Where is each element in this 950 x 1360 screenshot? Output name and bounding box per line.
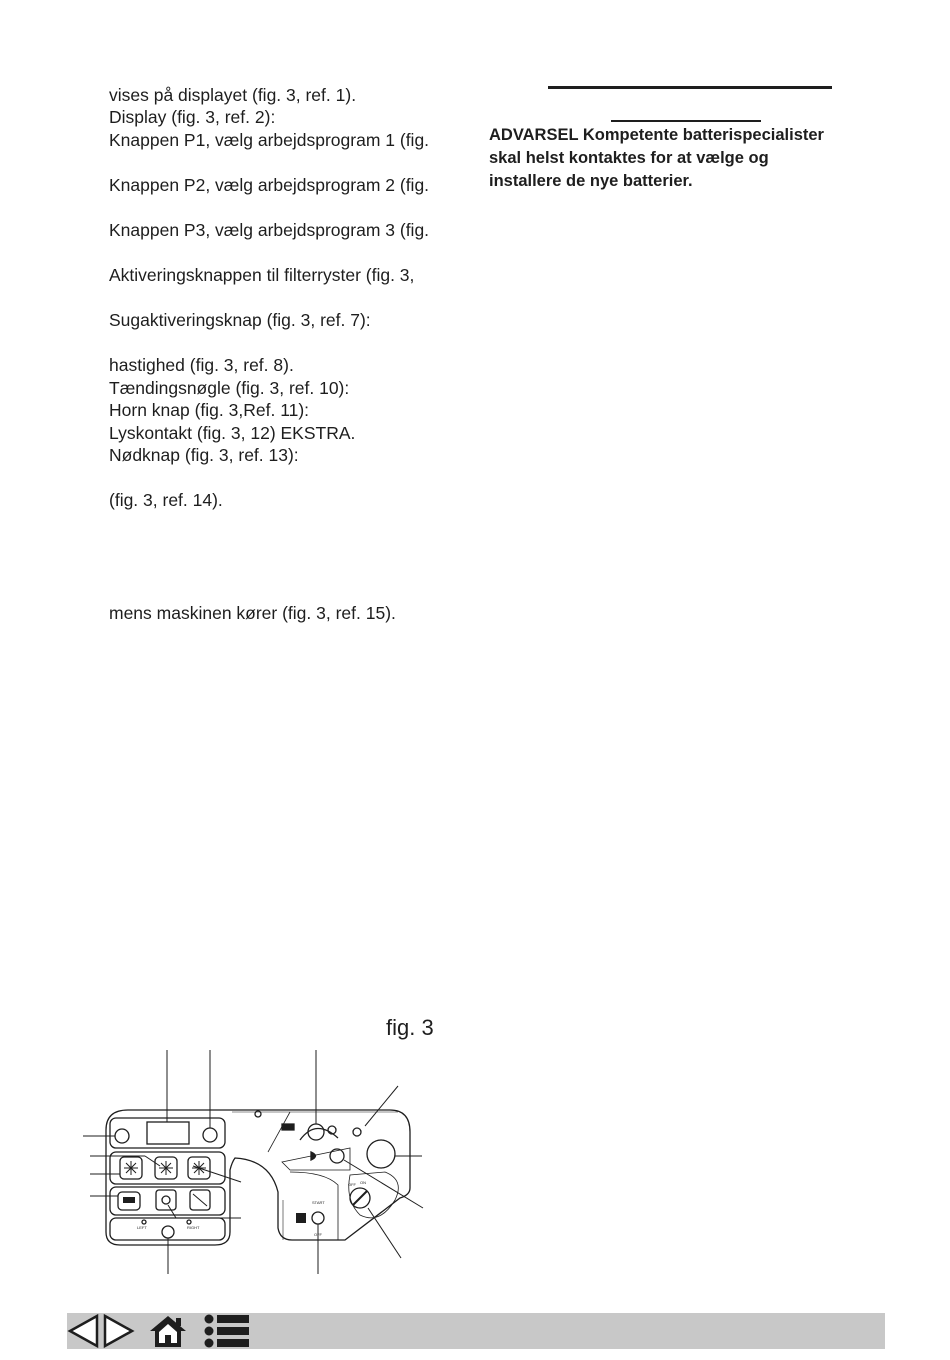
text-line: Tændingsnøgle (fig. 3, ref. 10): xyxy=(109,378,350,398)
text-line: Nødknap (fig. 3, ref. 13): xyxy=(109,445,299,465)
right-label: RIGHT xyxy=(187,1225,200,1230)
next-page-button[interactable] xyxy=(101,1313,135,1349)
home-button[interactable] xyxy=(147,1313,189,1349)
figure-caption: fig. 3 xyxy=(386,1015,434,1040)
text-line: mens maskinen kører (fig. 3, ref. 15). xyxy=(109,603,396,623)
list-icon xyxy=(203,1313,251,1349)
text-line: Knappen P2, vælg arbejdsprogram 2 (fig. xyxy=(109,175,430,195)
warning-line: skal helst kontaktes for at vælge og xyxy=(489,149,769,167)
off-label: OFF xyxy=(314,1232,322,1237)
text-line: Horn knap (fig. 3,Ref. 11): xyxy=(109,400,310,420)
left-label: LEFT xyxy=(137,1225,147,1230)
text-line: Aktiveringsknappen til filterryster (fig. 3, xyxy=(109,265,415,285)
key-off-label: OFF xyxy=(348,1182,356,1187)
start-label: START xyxy=(312,1200,325,1205)
previous-page-button[interactable] xyxy=(67,1313,101,1349)
subheading-rule xyxy=(611,120,761,122)
text-line: Display (fig. 3, ref. 2): xyxy=(109,107,276,127)
navigation-bar xyxy=(67,1313,885,1349)
control-panel-diagram xyxy=(80,1045,430,1277)
text-line: (fig. 3, ref. 14). xyxy=(109,490,223,510)
battery-warning xyxy=(489,124,889,193)
triangle-left-icon xyxy=(67,1313,101,1349)
heading-rule xyxy=(548,86,832,89)
text-line: Knappen P1, vælg arbejdsprogram 1 (fig. xyxy=(109,130,430,150)
text-line: Sugaktiveringsknap (fig. 3, ref. 7): xyxy=(109,310,371,330)
home-icon xyxy=(147,1313,189,1349)
triangle-right-icon xyxy=(101,1313,135,1349)
text-line: Knappen P3, vælg arbejdsprogram 3 (fig. xyxy=(109,220,430,240)
text-line: Lyskontakt (fig. 3, 12) EKSTRA. xyxy=(109,423,356,443)
key-on-label: ON xyxy=(360,1180,366,1185)
warning-line: installere de nye batterier. xyxy=(489,172,693,190)
contents-button[interactable] xyxy=(203,1313,251,1349)
text-line: vises på displayet (fig. 3, ref. 1). xyxy=(109,85,357,105)
warning-line: ADVARSEL Kompetente batterispecialister xyxy=(489,126,824,144)
text-line: hastighed (fig. 3, ref. 8). xyxy=(109,355,294,375)
